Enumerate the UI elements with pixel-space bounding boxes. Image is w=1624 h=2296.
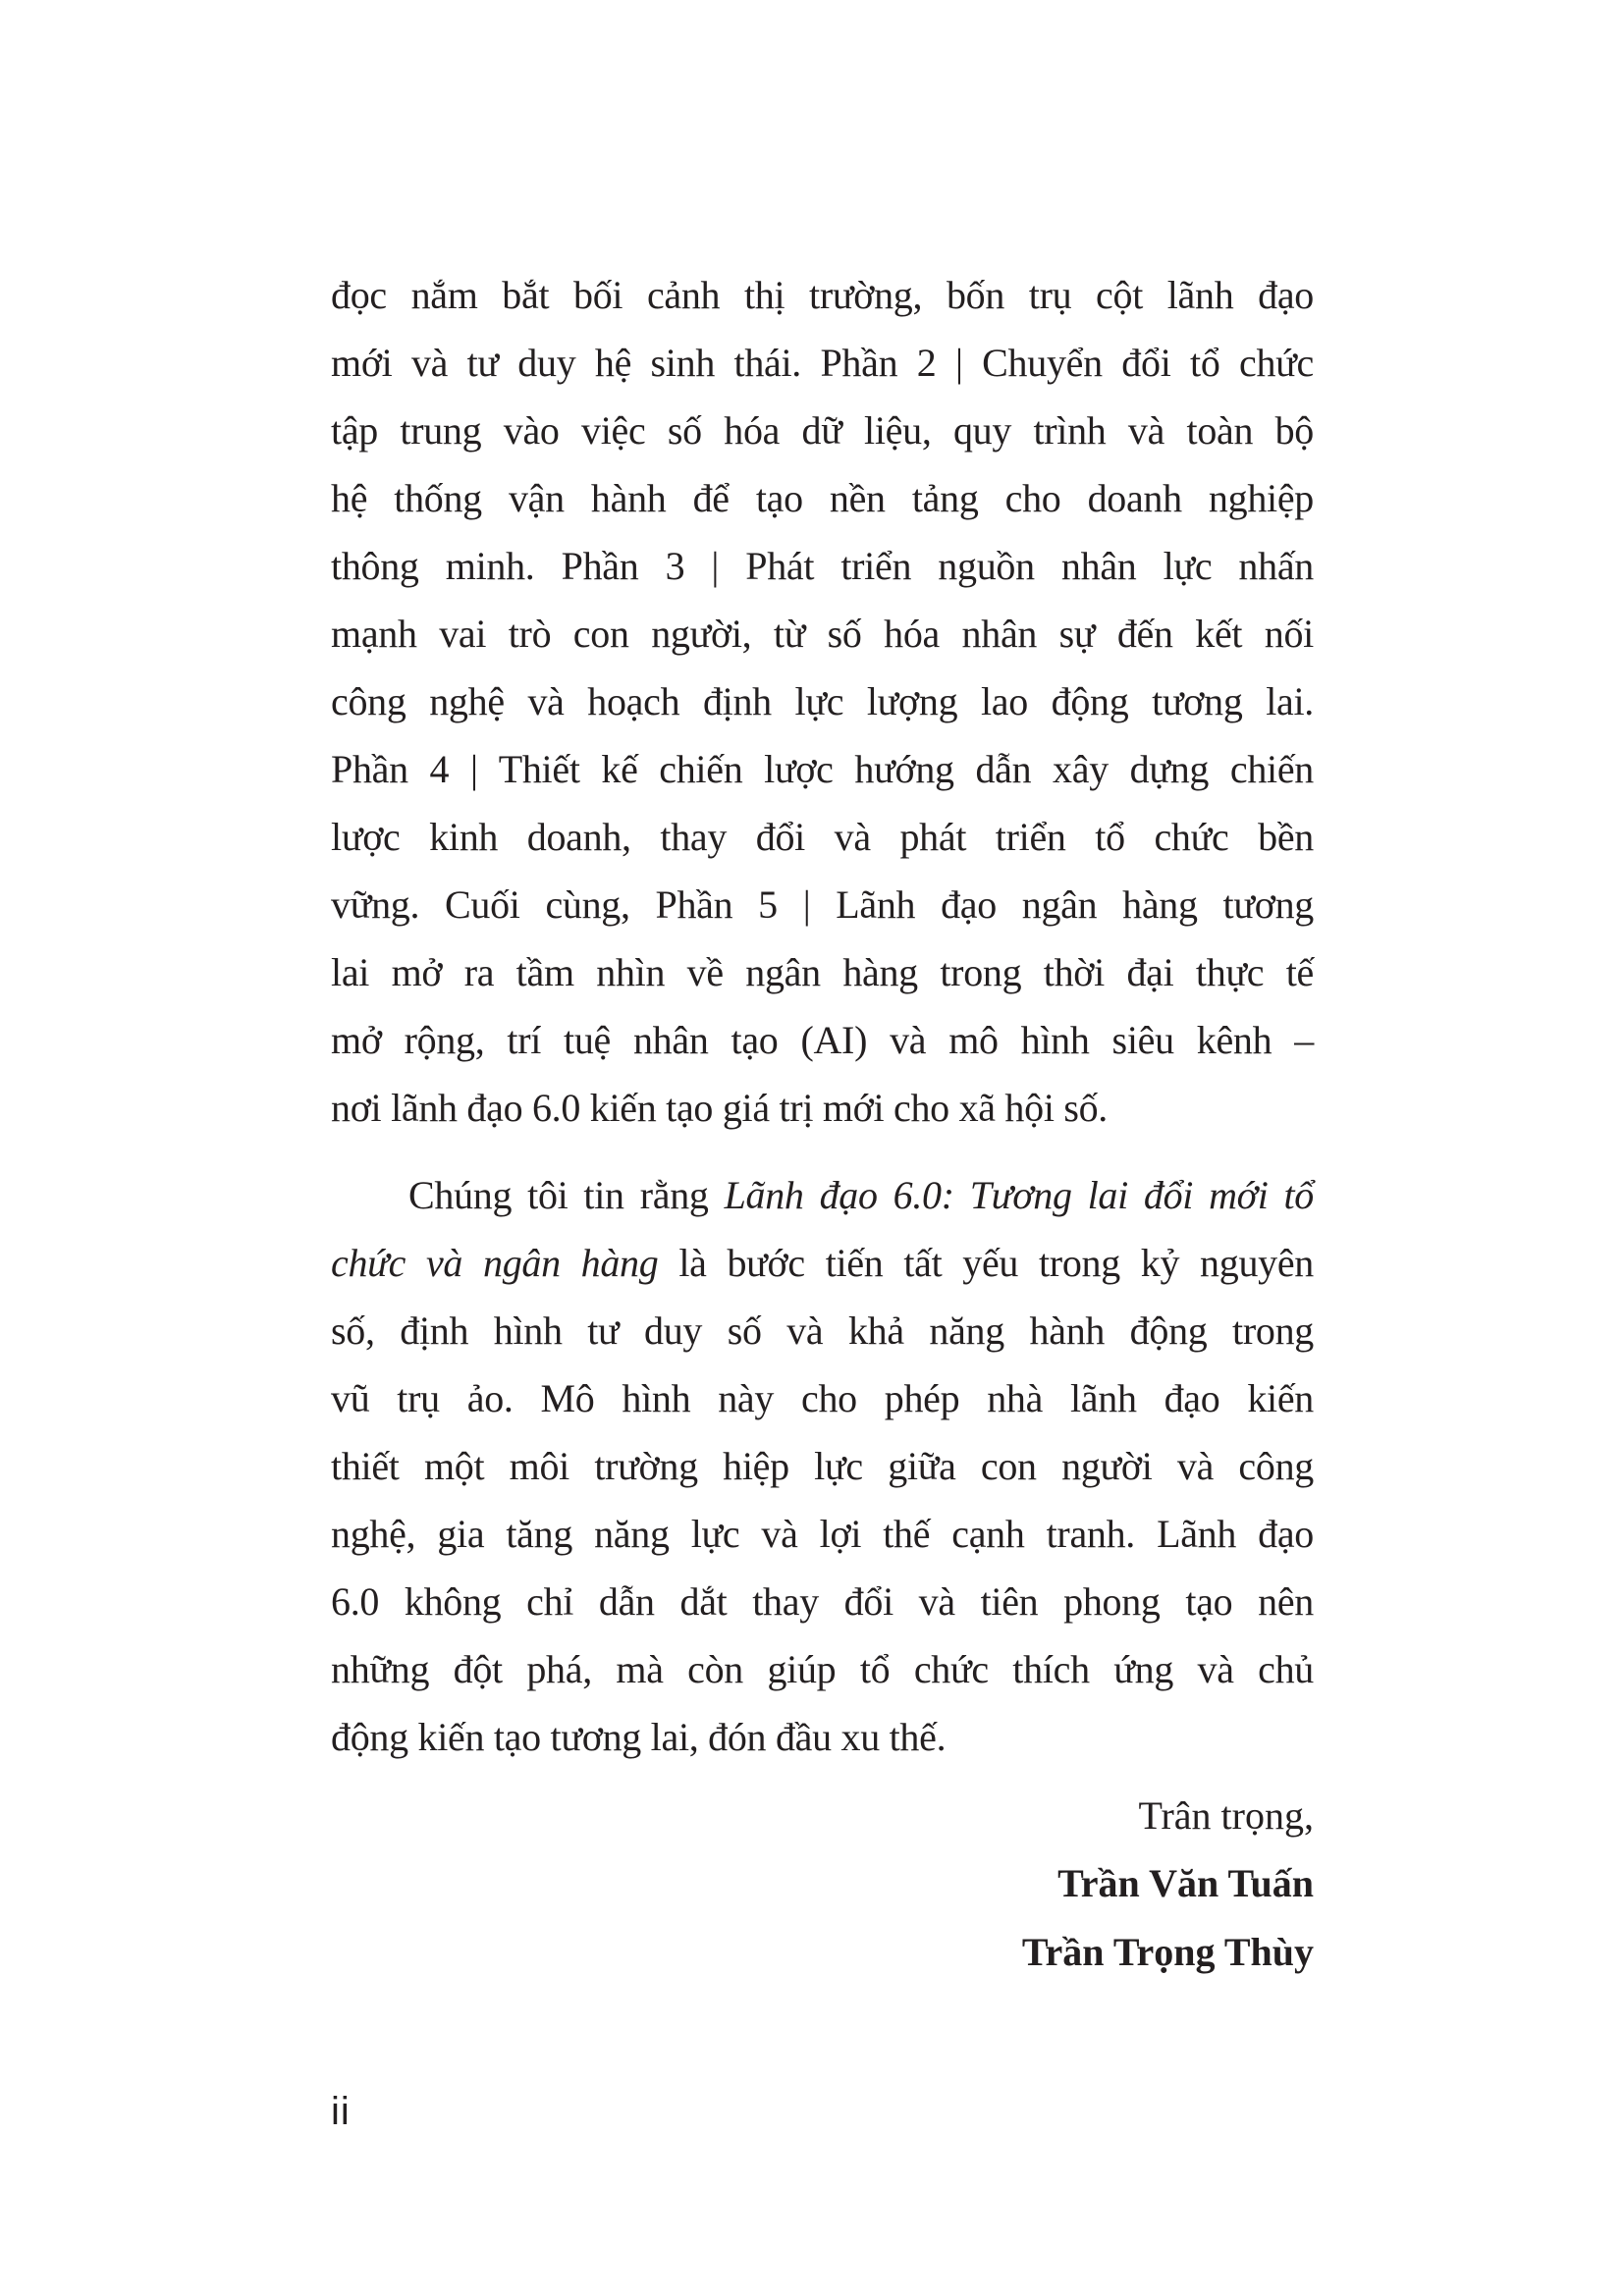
paragraph-line: [331, 1229, 1314, 1297]
closing-salutation: Trân trọng,: [1138, 1793, 1314, 1838]
paragraph-line: vũ trụ ảo. Mô hình này cho phép nhà lãnh đạo kiến: [331, 1376, 1314, 1420]
paragraph-line: nơi lãnh đạo 6.0 kiến tạo giá trị mới cho xã hội số.: [331, 1086, 1109, 1130]
paragraph-line: số, định hình tư duy số và khả năng hành động trong: [331, 1308, 1314, 1353]
author-name: Trần Trọng Thùy: [1021, 1930, 1314, 1974]
paragraph-line: công nghệ và hoạch định lực lượng lao động tương lai.: [331, 679, 1314, 723]
paragraph-text: là bước tiến tất yếu trong kỷ nguyên: [658, 1241, 1314, 1285]
paragraph-line: những đột phá, mà còn giúp tổ chức thích ứng và chủ: [331, 1647, 1314, 1691]
paragraph-line-first: [408, 1161, 1314, 1229]
paragraph-line: mạnh vai trò con người, từ số hóa nhân sự đến kết nối: [331, 612, 1314, 656]
paragraph-line: mở rộng, trí tuệ nhân tạo (AI) và mô hình siêu kênh –: [331, 1018, 1314, 1062]
paragraph-line: thông minh. Phần 3 | Phát triển nguồn nhân lực nhấn: [331, 544, 1314, 588]
book-title-italic: Lãnh đạo 6.0: Tương lai đổi mới tổ: [724, 1173, 1315, 1217]
paragraph-line: lược kinh doanh, thay đổi và phát triển tổ chức bền: [331, 815, 1314, 859]
paragraph-line: tập trung vào việc số hóa dữ liệu, quy trình và toàn bộ: [331, 408, 1314, 453]
paragraph-line: mới và tư duy hệ sinh thái. Phần 2 | Chuyển đổi tổ chức: [331, 341, 1314, 385]
paragraph-line: lai mở ra tầm nhìn về ngân hàng trong thời đại thực tế: [331, 950, 1314, 994]
author-name: Trần Văn Tuấn: [1057, 1861, 1314, 1905]
book-title-italic: chức và ngân hàng: [331, 1241, 659, 1285]
paragraph-line: Phần 4 | Thiết kế chiến lược hướng dẫn xây dựng chiến: [331, 747, 1314, 791]
page-number: ii: [331, 2090, 351, 2133]
paragraph-line: vững. Cuối cùng, Phần 5 | Lãnh đạo ngân hàng tương: [331, 882, 1314, 927]
paragraph-line: hệ thống vận hành để tạo nền tảng cho doanh nghiệp: [331, 476, 1314, 520]
paragraph-line: thiết một môi trường hiệp lực giữa con người và công: [331, 1444, 1314, 1488]
paragraph-line: đọc nắm bắt bối cảnh thị trường, bốn trụ cột lãnh đạo: [331, 273, 1314, 317]
paragraph-line: nghệ, gia tăng năng lực và lợi thế cạnh tranh. Lãnh đạo: [331, 1512, 1314, 1556]
paragraph-text: Chúng tôi tin rằng: [408, 1173, 725, 1217]
paragraph-line: 6.0 không chỉ dẫn dắt thay đổi và tiên phong tạo nên: [331, 1579, 1314, 1624]
paragraph-line: động kiến tạo tương lai, đón đầu xu thế.: [331, 1715, 947, 1759]
